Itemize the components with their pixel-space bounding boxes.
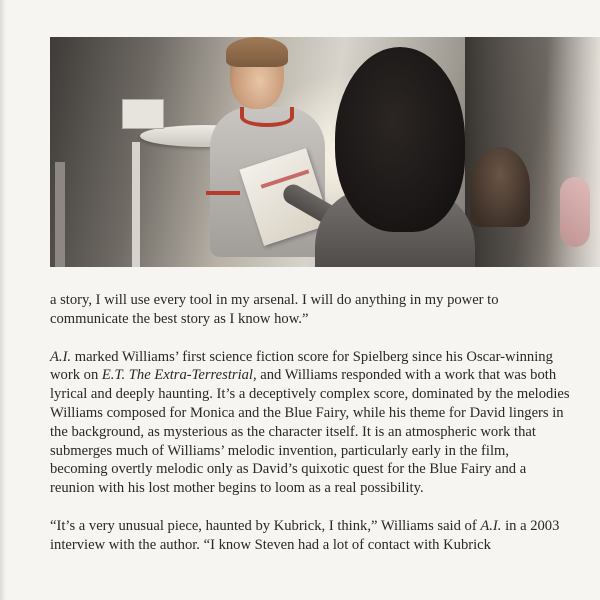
photo-pink-shape [560, 177, 590, 247]
photo-background-figure [470, 147, 530, 227]
photo-woman-hair [335, 47, 465, 232]
paragraph-3-text-a: “It’s a very unusual piece, haunted by Kubrick, I think,” Williams said of [50, 517, 481, 534]
paragraph-2 [50, 348, 570, 498]
paragraph-2-text-a: marked Williams’ first science fiction score for Spielberg since his Oscar-winning work on [50, 348, 553, 384]
paragraph-3 [50, 517, 570, 555]
body-text [50, 291, 570, 555]
paragraph-3-text-b: in a 2003 interview with the author. “I know Steven had a lot of contact with Kubrick [50, 517, 560, 553]
photo-lamp [122, 99, 164, 129]
photo-table-leg [132, 142, 140, 267]
film-still-photo [50, 37, 600, 267]
film-title-ai-2: A.I. [480, 517, 502, 534]
paragraph-2-text-b: , and Williams responded with a work that was both lyrical and deeply haunting. It’s a deceptively complex score, dominated by the melodies Williams composed for Monica and the Blue Fairy, while his theme for David lingers in the background, as mysterious as the character itself. It is an atmospheric work that submerges much of Williams’ melodic invention, particularly early in the film, becoming overtly melodic only as David’s quixotic quest for the Blue Fairy and a reunion with his lost mother begins to loom as a real possibility. [50, 367, 570, 497]
paragraph-1 [50, 291, 570, 329]
photo-boy-sleeve [206, 177, 240, 195]
film-title-ai: A.I. [50, 348, 72, 365]
page-edge [0, 0, 6, 600]
photo-boy-hair [226, 37, 288, 67]
photo-table-leg-left [55, 162, 65, 267]
film-title-et: E.T. The Extra-Terrestrial [101, 367, 253, 384]
photo-boy-collar [240, 107, 294, 127]
paragraph-1-text: a story, I will use every tool in my arsenal. I will do anything in my power to communicate the best story as I know how.” [50, 292, 499, 327]
